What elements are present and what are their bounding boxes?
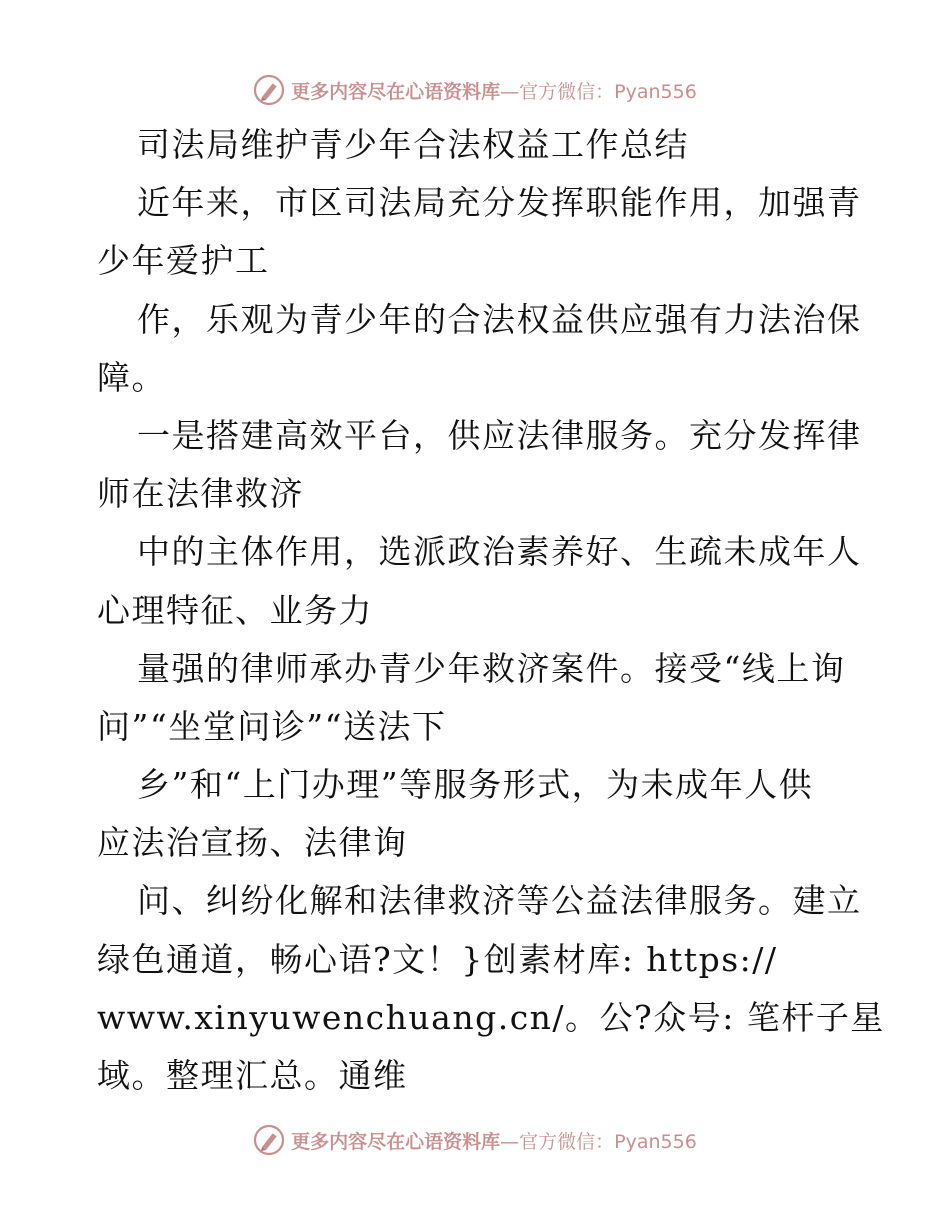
document-body xyxy=(97,116,885,1105)
paragraph-line: 问、纠纷化解和法律救济等公益法律服务。建立 xyxy=(137,881,862,921)
paragraph-line: 少年爱护工 xyxy=(97,241,270,281)
paragraph-line: 近年来，市区司法局充分发挥职能作用，加强青 xyxy=(137,183,862,223)
header-banner xyxy=(0,70,950,110)
paragraph-line: 域。整理汇总。通维 xyxy=(97,1056,408,1095)
pen-nib-logo-icon xyxy=(253,1124,285,1156)
paragraph-line: 心理特征、业务力 xyxy=(97,590,373,630)
paragraph-line: 绿色通道，畅心语?文！}创素材库: https:// xyxy=(97,939,778,979)
paragraph-line: 作，乐观为青少年的合法权益供应强有力法治保 xyxy=(137,299,862,339)
document-title: 司法局维护青少年合法权益工作总结 xyxy=(137,125,689,164)
paragraph-line: 问”“坐堂问诊”“送法下 xyxy=(97,706,447,746)
paragraph-line: 量强的律师承办青少年救济案件。接受“线上询 xyxy=(137,648,846,688)
paragraph-line: 师在法律救济 xyxy=(97,474,304,514)
paragraph-line: 乡”和“上门办理”等服务形式，为未成年人供 xyxy=(137,765,814,805)
footer-wechat-text: —官方微信：Pyan556 xyxy=(500,1130,697,1153)
footer-banner xyxy=(0,1120,950,1160)
footer-promo-text: 更多内容尽在心语资料库 xyxy=(291,1130,501,1153)
paragraph-line: 应法治宣扬、法律询 xyxy=(97,823,408,863)
paragraph-line: www.xinyuwenchuang.cn/。公?众号: 笔杆子星 xyxy=(97,997,885,1037)
paragraph-line: 一是搭建高效平台，供应法律服务。充分发挥律 xyxy=(137,415,862,455)
header-wechat-text: —官方微信：Pyan556 xyxy=(500,80,697,103)
header-promo-text: 更多内容尽在心语资料库 xyxy=(291,80,501,103)
paragraph-line: 障。 xyxy=(97,357,166,397)
pen-nib-logo-icon xyxy=(253,74,285,106)
paragraph-line: 中的主体作用，选派政治素养好、生疏未成年人 xyxy=(137,532,862,572)
